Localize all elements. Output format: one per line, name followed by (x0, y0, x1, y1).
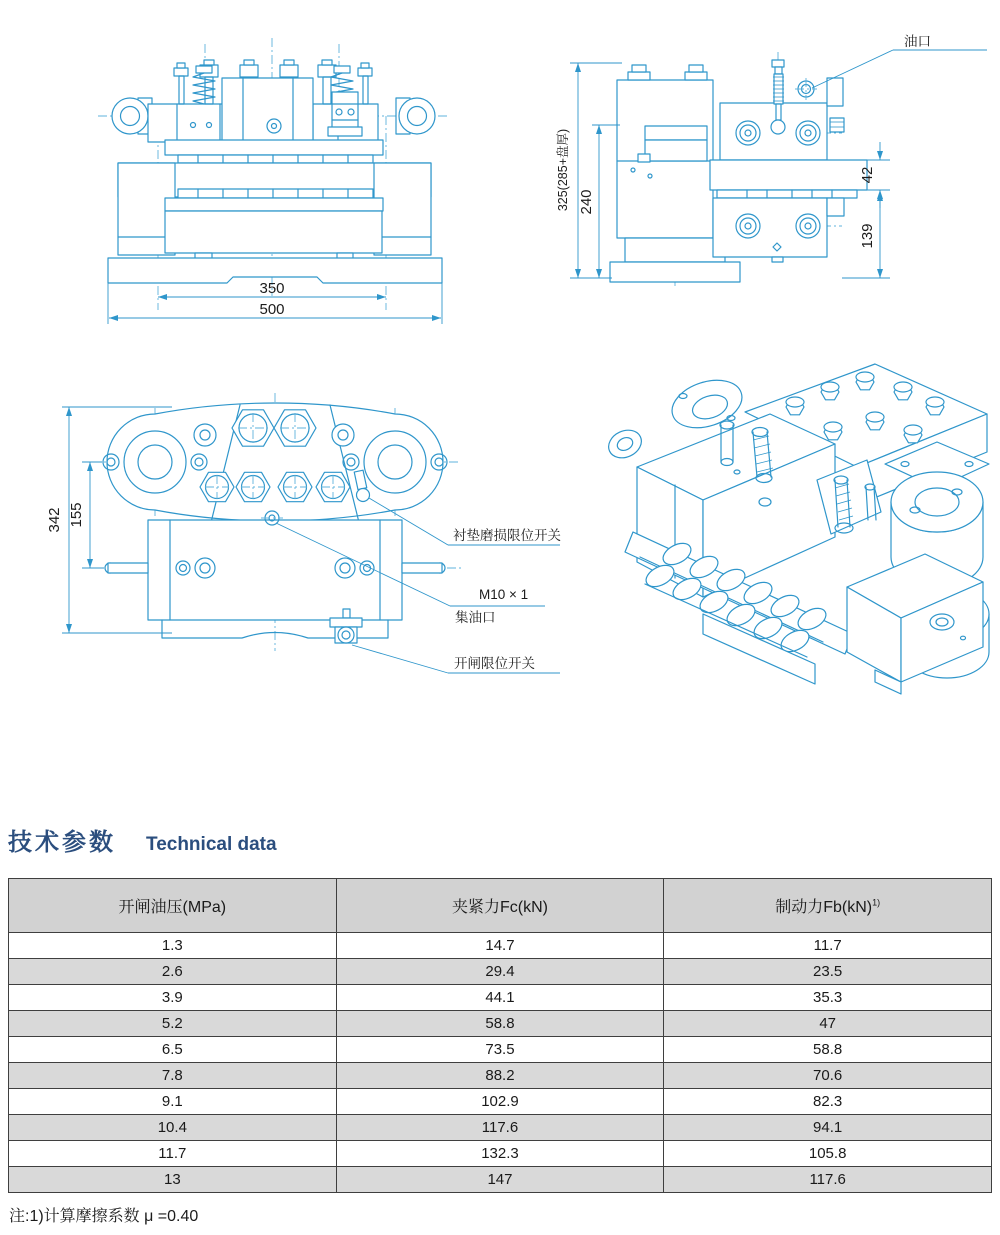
table-cell: 105.8 (664, 1141, 992, 1167)
table-cell: 132.3 (336, 1141, 664, 1167)
table-cell: 94.1 (664, 1115, 992, 1141)
table-row (9, 959, 992, 985)
header-footnote-marker: 1) (872, 897, 881, 908)
table-cell: 58.8 (336, 1011, 664, 1037)
table-cell: 9.1 (9, 1089, 337, 1115)
header-clamping-force: 夹紧力Fc(kN) (336, 879, 664, 933)
footnote: 注:1)计算摩擦系数 μ =0.40 (9, 1208, 199, 1225)
spring-left (193, 66, 215, 104)
table-cell: 70.6 (664, 1063, 992, 1089)
dimension-body-height (578, 125, 620, 278)
table-row (9, 1167, 992, 1193)
table-row (9, 1141, 992, 1167)
table-cell: 147 (336, 1167, 664, 1193)
table-row (9, 1089, 992, 1115)
header-row (9, 879, 992, 933)
table-cell: 5.2 (9, 1011, 337, 1037)
dim-342-label: 342 (46, 507, 63, 533)
section-heading (8, 822, 277, 857)
dim-500-label: 500 (259, 301, 285, 318)
header-braking-force-text: 制动力Fb(kN) (775, 899, 873, 916)
table-cell: 11.7 (664, 933, 992, 959)
table-cell: 10.4 (9, 1115, 337, 1141)
table-cell: 73.5 (336, 1037, 664, 1063)
table-header (9, 879, 992, 933)
side-pin-right (402, 563, 445, 573)
header-oil-pressure: 开闸油压(MPa) (9, 879, 337, 933)
release-switch-callout (352, 645, 560, 673)
table-cell: 102.9 (336, 1089, 664, 1115)
table-cell: 2.6 (9, 959, 337, 985)
eye-bolt-left (174, 63, 188, 104)
dim-240-label: 240 (578, 189, 595, 215)
dim-139-label: 139 (859, 223, 876, 249)
table-cell: 13 (9, 1167, 337, 1193)
dim-350-label: 350 (259, 280, 285, 297)
table-cell: 117.6 (336, 1115, 664, 1141)
dimension-total-height (556, 63, 622, 278)
table-cell: 23.5 (664, 959, 992, 985)
table-cell: 88.2 (336, 1063, 664, 1089)
table-cell: 35.3 (664, 985, 992, 1011)
threaded-stud (771, 60, 785, 134)
table-cell: 117.6 (664, 1167, 992, 1193)
thread-label: M10 × 1 (479, 587, 529, 602)
table-row (9, 1011, 992, 1037)
dimension-lower-height (842, 190, 890, 278)
table-cell: 11.7 (9, 1141, 337, 1167)
oil-port (795, 78, 817, 100)
dim-325-label: 325(285+盘厚) (556, 128, 570, 212)
table-cell: 44.1 (336, 985, 664, 1011)
iso-boss-ring (666, 372, 748, 436)
table-cell: 3.9 (9, 985, 337, 1011)
dim-42-label: 42 (859, 166, 876, 184)
eye-ring-right (396, 98, 435, 134)
table-cell: 6.5 (9, 1037, 337, 1063)
front-view-drawing (78, 32, 470, 332)
header-braking-force (664, 879, 992, 933)
isometric-view-drawing (585, 352, 1000, 697)
table-cell: 29.4 (336, 959, 664, 985)
oil-port-label: 油口 (904, 34, 931, 49)
latch-assembly (328, 92, 362, 136)
dimension-155 (68, 462, 104, 568)
table-row (9, 1063, 992, 1089)
iso-eye-ring (604, 425, 646, 463)
release-switch-label: 开闸限位开关 (454, 656, 535, 671)
dim-155-label: 155 (68, 502, 85, 528)
table-cell: 82.3 (664, 1089, 992, 1115)
table-cell: 47 (664, 1011, 992, 1037)
top-view-drawing (42, 383, 567, 688)
technical-data-table (8, 878, 992, 1193)
table-body (9, 933, 992, 1193)
eye-ring-left (112, 98, 152, 134)
table-row (9, 1115, 992, 1141)
oil-collector-label: 集油口 (455, 610, 496, 625)
heading-english: Technical data (146, 834, 277, 855)
side-pin-left (105, 563, 148, 573)
table-cell: 14.7 (336, 933, 664, 959)
table-cell: 58.8 (664, 1037, 992, 1063)
caliper-top-body (107, 403, 443, 521)
eye-bolt-right (358, 63, 372, 104)
table-cell: 7.8 (9, 1063, 337, 1089)
table-cell: 1.3 (9, 933, 337, 959)
table-row (9, 933, 992, 959)
side-view-drawing (552, 30, 1000, 295)
pad-wear-switch-label: 衬垫磨损限位开关 (453, 528, 561, 543)
table-row (9, 1037, 992, 1063)
heading-chinese: 技术参数 (8, 829, 116, 856)
table-row (9, 985, 992, 1011)
